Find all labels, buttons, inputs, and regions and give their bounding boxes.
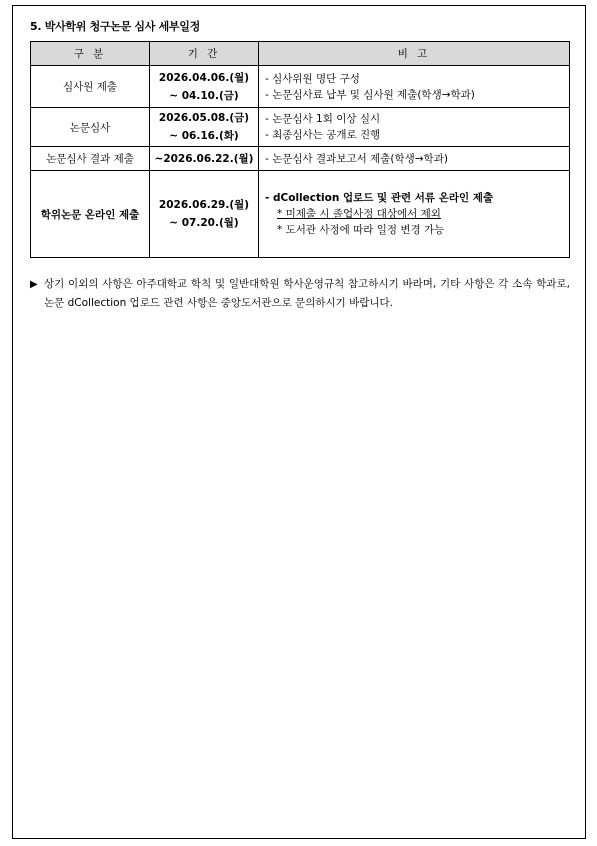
row-notes [259,171,570,258]
note-subline: * 미제출 시 졸업사정 대상에서 제외 [277,208,441,220]
row-notes [259,108,570,147]
row-category: 논문심사 [31,108,150,147]
header-category: 구 분 [31,42,150,66]
period-end: ~ 07.20.(월) [169,217,239,229]
period-start: 2026.05.08.(금) [158,112,250,124]
period-end: ~ 04.10.(금) [169,89,239,102]
row-category: 논문심사 결과 제출 [31,147,150,171]
note-subline: * 도서관 사정에 따라 일정 변경 가능 [277,224,445,236]
table-row [31,147,570,171]
note-line: - 논문심사 결과보고서 제출(학생→학과) [265,152,448,165]
period-end: ~ 06.16.(화) [169,130,239,142]
row-notes [259,66,570,108]
period-start: 2026.04.06.(월) [158,71,250,84]
row-category: 학위논문 온라인 제출 [31,171,150,258]
row-notes [259,147,570,171]
period-start: 2026.06.29.(월) [158,199,250,211]
header-notes: 비 고 [259,42,570,66]
row-period [150,147,259,171]
note-line: - dCollection 업로드 및 관련 서류 온라인 제출 [265,192,494,204]
footnote [30,275,570,313]
table-row [31,171,570,258]
row-period [150,66,259,108]
note-line: - 심사위원 명단 구성 [265,72,360,85]
row-category: 심사원 제출 [31,66,150,108]
section-title: 5. 박사학위 청구논문 심사 세부일정 [30,20,200,33]
footnote-text: 상기 이외의 사항은 아주대학교 학칙 및 일반대학원 학사운영규칙 참고하시기 바라며, 기타 사항은 각 소속 학과로, 논문 dCollection 업로드 관련 사항은 중앙도서관으로 문의하시기 바랍니다. [44,278,570,309]
table-row [31,108,570,147]
schedule-table [30,41,570,258]
table-header-row [31,42,570,66]
header-period: 기 간 [150,42,259,66]
period-end: ~2026.06.22.(월) [154,152,254,165]
note-line: - 논문심사 1회 이상 실시 [265,113,381,125]
table-row [31,66,570,108]
bullet-arrow-icon: ▶ [30,279,38,290]
row-period [150,171,259,258]
row-period [150,108,259,147]
note-line: - 논문심사료 납부 및 심사원 제출(학생→학과) [265,88,475,101]
note-line: - 최종심사는 공개로 진행 [265,129,381,141]
